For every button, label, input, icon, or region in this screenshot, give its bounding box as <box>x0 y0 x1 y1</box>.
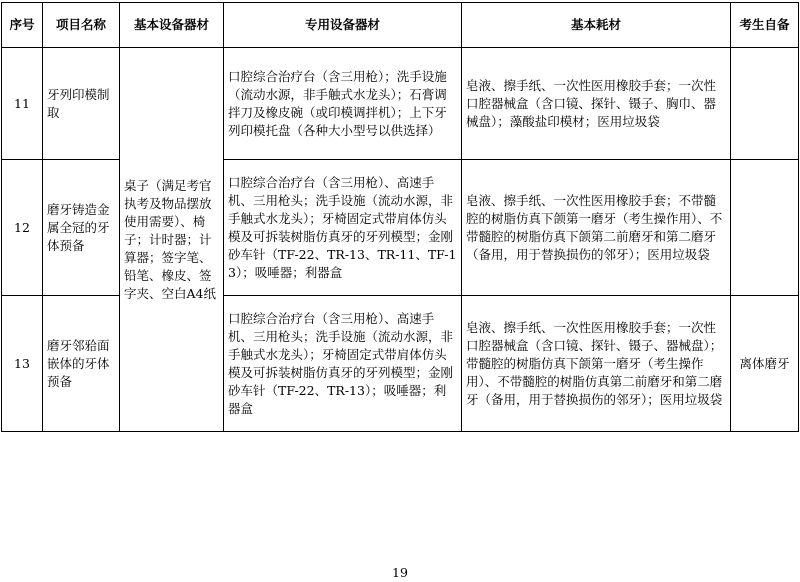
header-no: 序号 <box>2 3 43 48</box>
row-number: 13 <box>2 296 43 432</box>
table-row <box>2 48 799 160</box>
header-basic-equipment: 基本设备器材 <box>120 3 224 48</box>
self-provided <box>731 160 799 296</box>
special-equipment: 口腔综合治疗台（含三用枪）、高速手机、三用枪头；洗手设施（流动水源，非手触式水龙头）；牙椅固定式带肩体仿头模及可拆装树脂仿真牙的牙列模型；金刚砂车针（TF-22、TR-13）；吸唾器；利器盒 <box>224 296 462 432</box>
table-header-row <box>2 3 799 48</box>
consumables: 皂液、擦手纸、一次性医用橡胶手套；不带髓腔的树脂仿真下颌第一磨牙（考生操作用）、不带髓腔的树脂仿真下颌第二前磨牙和第二磨牙（备用，用于替换损伤的邻牙）；医用垃圾袋 <box>462 160 731 296</box>
self-provided: 离体磨牙 <box>731 296 799 432</box>
header-consumables: 基本耗材 <box>462 3 731 48</box>
item-name: 牙列印模制取 <box>43 48 120 160</box>
special-equipment: 口腔综合治疗台（含三用枪）、高速手机、三用枪头；洗手设施（流动水源，非手触式水龙头）；牙椅固定式带肩体仿头模及可拆装树脂仿真牙的牙列模型；金刚砂车针（TF-22、TR-13、TR-11、TF-13）；吸唾器；利器盒 <box>224 160 462 296</box>
consumables: 皂液、擦手纸、一次性医用橡胶手套；一次性口腔器械盒（含口镜、探针、镊子、器械盘）；带髓腔的树脂仿真下颌第一磨牙（考生操作用）、不带髓腔的树脂仿真第二前磨牙和第二磨牙（备用，用于替换损伤的邻牙）；医用垃圾袋 <box>462 296 731 432</box>
equipment-table <box>1 2 799 432</box>
special-equipment: 口腔综合治疗台（含三用枪）；洗手设施（流动水源，非手触式水龙头）；石膏调拌刀及橡皮碗（或印模调拌机）；上下牙列印模托盘（各种大小型号以供选择） <box>224 48 462 160</box>
basic-equipment: 桌子（满足考官执考及物品摆放使用需要）、椅子；计时器；计算器；签字笔、铅笔、橡皮、签字夹、空白A4纸 <box>120 48 224 432</box>
row-number: 12 <box>2 160 43 296</box>
self-provided <box>731 48 799 160</box>
consumables: 皂液、擦手纸、一次性医用橡胶手套；一次性口腔器械盒（含口镜、探针、镊子、胸巾、器械盘）；藻酸盐印模材；医用垃圾袋 <box>462 48 731 160</box>
item-name: 磨牙铸造金属全冠的牙体预备 <box>43 160 120 296</box>
page-number: 19 <box>392 565 408 580</box>
header-item-name: 项目名称 <box>43 3 120 48</box>
row-number: 11 <box>2 48 43 160</box>
header-self-provided: 考生自备 <box>731 3 799 48</box>
item-name: 磨牙邻𬌗面嵌体的牙体预备 <box>43 296 120 432</box>
header-special-equipment: 专用设备器材 <box>224 3 462 48</box>
